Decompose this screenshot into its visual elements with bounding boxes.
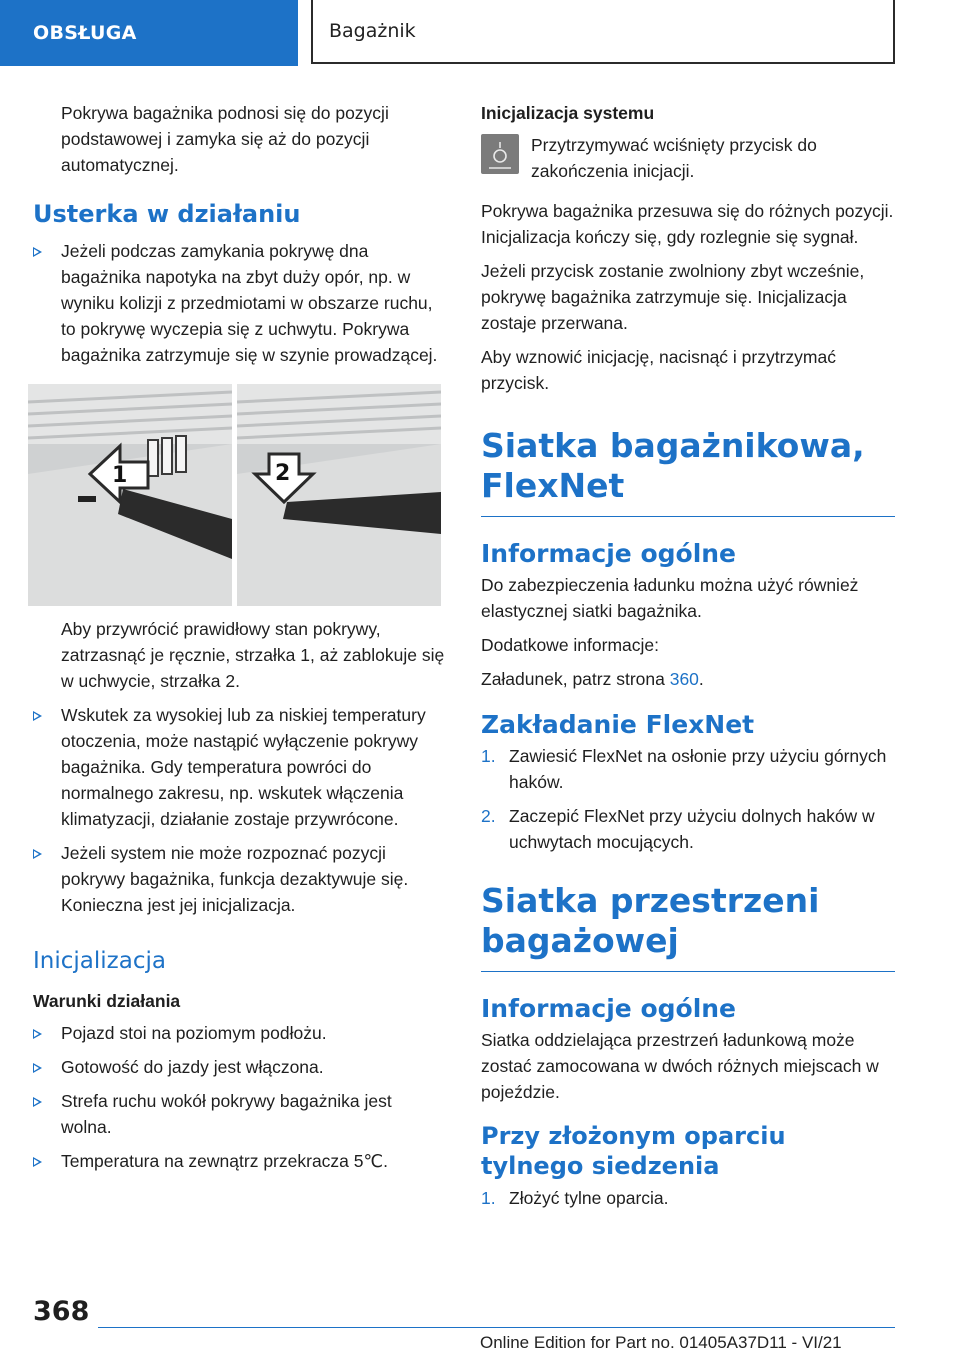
sysinit-heading: Inicjalizacja systemu: [481, 103, 655, 123]
restore-text: Aby przywrócić prawidłowy stan pokrywy, zatrzasnąć je ręcznie, strzałka 1, aż zablokuje się w uchwycie, strzałka 2.: [61, 619, 445, 691]
conditions-list: [33, 1020, 445, 1174]
list-item: [33, 1020, 445, 1046]
list-item: [33, 1148, 445, 1174]
list-item-text: Wskutek za wysokiej lub za niskiej temperatury otoczenia, może nastąpić wyłączenie pokrywy bagażnika. Gdy temperatura powróci do normalnego zakresu, np. wskutek włączenia klimatyzacji, działanie zostaje przywrócone.: [61, 705, 426, 829]
fault-list: [33, 238, 445, 368]
sysinit-p1: Pokrywa bagażnika przesuwa się do różnych pozycji. Inicjalizacja kończy się, gdy rozlegnie się sygnał.: [481, 201, 894, 247]
general-p1: Do zabezpieczenia ładunku można użyć również elastycznej siatki bagażnika.: [481, 575, 859, 621]
list-item-text: Gotowość do jazdy jest włączona.: [61, 1057, 324, 1077]
intro-text: Pokrywa bagażnika podnosi się do pozycji podstawowej i zamyka się aż do pozycji automatycznej.: [61, 103, 389, 175]
triangle-bullet-icon: [33, 1063, 42, 1073]
general-heading-1: Informacje ogólne: [481, 539, 737, 568]
general-heading-2: Informacje ogólne: [481, 994, 737, 1023]
step-number: 1.: [481, 746, 496, 766]
list-item: [33, 840, 445, 918]
triangle-bullet-icon: [33, 1097, 42, 1107]
list-item: [33, 702, 445, 832]
list-item: [481, 743, 895, 795]
folded-heading: Przy złożonym oparciu tylnego siedzenia: [481, 1122, 786, 1180]
step-text: Zawiesić FlexNet na osłonie przy użyciu górnych haków.: [509, 746, 887, 792]
triangle-bullet-icon: [33, 1029, 42, 1039]
triangle-bullet-icon: [33, 1157, 42, 1167]
triangle-bullet-icon: [33, 849, 42, 859]
list-item: [33, 238, 445, 368]
step-number: 2.: [481, 806, 496, 826]
list-item-text: Temperatura na zewnątrz przekracza 5℃.: [61, 1151, 389, 1171]
section-tab: OBSŁUGA: [0, 0, 298, 66]
loading-text: Załadunek, patrz strona: [481, 669, 670, 689]
list-item-text: Strefa ruchu wokół pokrywy bagażnika jest wolna.: [61, 1091, 392, 1137]
triangle-bullet-icon: [33, 711, 42, 721]
tailgate-button-icon: [481, 134, 519, 174]
list-item-text: Jeżeli system nie może rozpoznać pozycji pokrywy bagażnika, funkcja dezaktywuje się. Konieczna jest jej inicjalizacja.: [61, 843, 409, 915]
general-p2: Siatka oddzielająca przestrzeń ładunkową może zostać zamocowana w dwóch różnych miejscach w pojeździe.: [481, 1030, 879, 1102]
page-link[interactable]: 360: [669, 669, 699, 689]
footer-divider: [98, 1327, 895, 1328]
page-number: 368: [33, 1296, 90, 1327]
attach-steps: [481, 743, 895, 855]
sysinit-p3: Aby wznowić inicjację, nacisnąć i przytrzymać przycisk.: [481, 347, 836, 393]
attach-heading: Zakładanie FlexNet: [481, 710, 755, 739]
list-item: [481, 803, 895, 855]
init-heading: Inicjalizacja: [33, 948, 166, 974]
loading-ref: [481, 666, 895, 692]
sysinit-icon-text: Przytrzymywać wciśnięty przycisk do zakończenia inicjacji.: [531, 135, 817, 181]
left-column: [33, 100, 445, 1182]
trunk-floor-photo: [28, 384, 445, 606]
edition-text: Online Edition for Part no. 01405A37D11 - VI/21: [480, 1333, 842, 1352]
sysinit-p2: Jeżeli przycisk zostanie zwolniony zbyt wcześnie, pokrywę bagażnika zatrzymuje się. Inicjalizacja zostaje przerwana.: [481, 261, 865, 333]
folded-steps: [481, 1185, 895, 1211]
fault-heading: Usterka w działaniu: [33, 200, 301, 228]
arrow-label-2: 2: [275, 461, 291, 486]
flexnet-title: Siatka bagażnikowa, FlexNet: [481, 426, 895, 517]
fault-list-2: [33, 702, 445, 918]
conditions-heading: Warunki działania: [33, 991, 181, 1011]
cargo-title: Siatka przestrzeni bagażowej: [481, 881, 895, 972]
photo-panel-1: [28, 384, 232, 606]
list-item-text: Jeżeli podczas zamykania pokrywę dna bagażnika napotyka na zbyt duży opór, np. w wyniku kolizji z przedmiotami w obszarze ruchu, to pokrywę wyczepia się z uchwytu. Pokrywa bagażnika zatrzymuje się w szynie prowadzącej.: [61, 241, 438, 365]
right-column: [481, 100, 895, 1219]
list-item-text: Pojazd stoi na poziomym podłożu.: [61, 1023, 327, 1043]
triangle-bullet-icon: [33, 247, 42, 257]
list-item: [33, 1088, 445, 1140]
photo-panel-2: [237, 384, 441, 606]
sysinit-instruction: [481, 132, 895, 184]
list-item: [481, 1185, 895, 1211]
list-item: [33, 1054, 445, 1080]
step-text: Złożyć tylne oparcia.: [509, 1188, 669, 1208]
topic-title: Bagażnik: [311, 0, 895, 64]
loading-dot: .: [698, 669, 704, 689]
step-number: 1.: [481, 1188, 496, 1208]
step-text: Zaczepić FlexNet przy użyciu dolnych haków w uchwytach mocujących.: [509, 806, 875, 852]
arrow-label-1: 1: [112, 463, 128, 488]
extra-info: Dodatkowe informacje:: [481, 635, 659, 655]
